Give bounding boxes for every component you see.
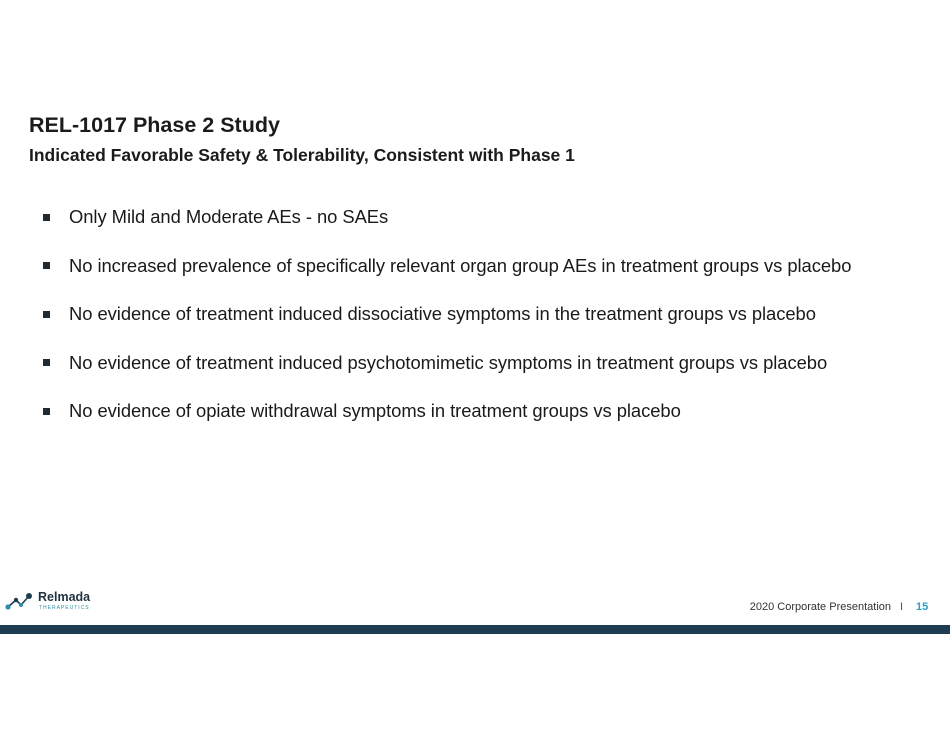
slide-subtitle: Indicated Favorable Safety & Tolerability, Consistent with Phase 1 [29, 145, 575, 165]
page-number: 15 [916, 601, 929, 613]
slide-title: REL-1017 Phase 2 Study [29, 113, 280, 137]
square-bullet-icon [43, 214, 50, 221]
square-bullet-icon [43, 262, 50, 269]
footer-separator: I [900, 601, 904, 613]
footer-bar [0, 625, 950, 634]
bullet-item [43, 205, 851, 229]
bullet-text: No evidence of treatment induced psychotomimetic symptoms in treatment groups vs placebo [69, 351, 828, 373]
bullet-text: No increased prevalence of specifically relevant organ group AEs in treatment groups vs placebo [69, 254, 852, 276]
company-logo [4, 589, 99, 615]
bullet-text: Only Mild and Moderate AEs - no SAEs [69, 206, 389, 227]
bullet-item [43, 351, 851, 375]
molecule-logo-icon [4, 589, 38, 615]
bullet-list [43, 205, 851, 448]
presentation-label: 2020 Corporate Presentation [749, 601, 891, 613]
bullet-item [43, 302, 851, 326]
bullet-item [43, 254, 851, 278]
bullet-item [43, 399, 851, 423]
logo-name: Relmada [38, 590, 91, 604]
square-bullet-icon [43, 311, 50, 318]
bullet-text: No evidence of opiate withdrawal symptoms in treatment groups vs placebo [69, 400, 681, 421]
logo-tagline: THERAPEUTICS [39, 605, 90, 611]
square-bullet-icon [43, 359, 50, 366]
bullet-text: No evidence of treatment induced dissociative symptoms in the treatment groups vs placebo [69, 303, 816, 324]
square-bullet-icon [43, 408, 50, 415]
